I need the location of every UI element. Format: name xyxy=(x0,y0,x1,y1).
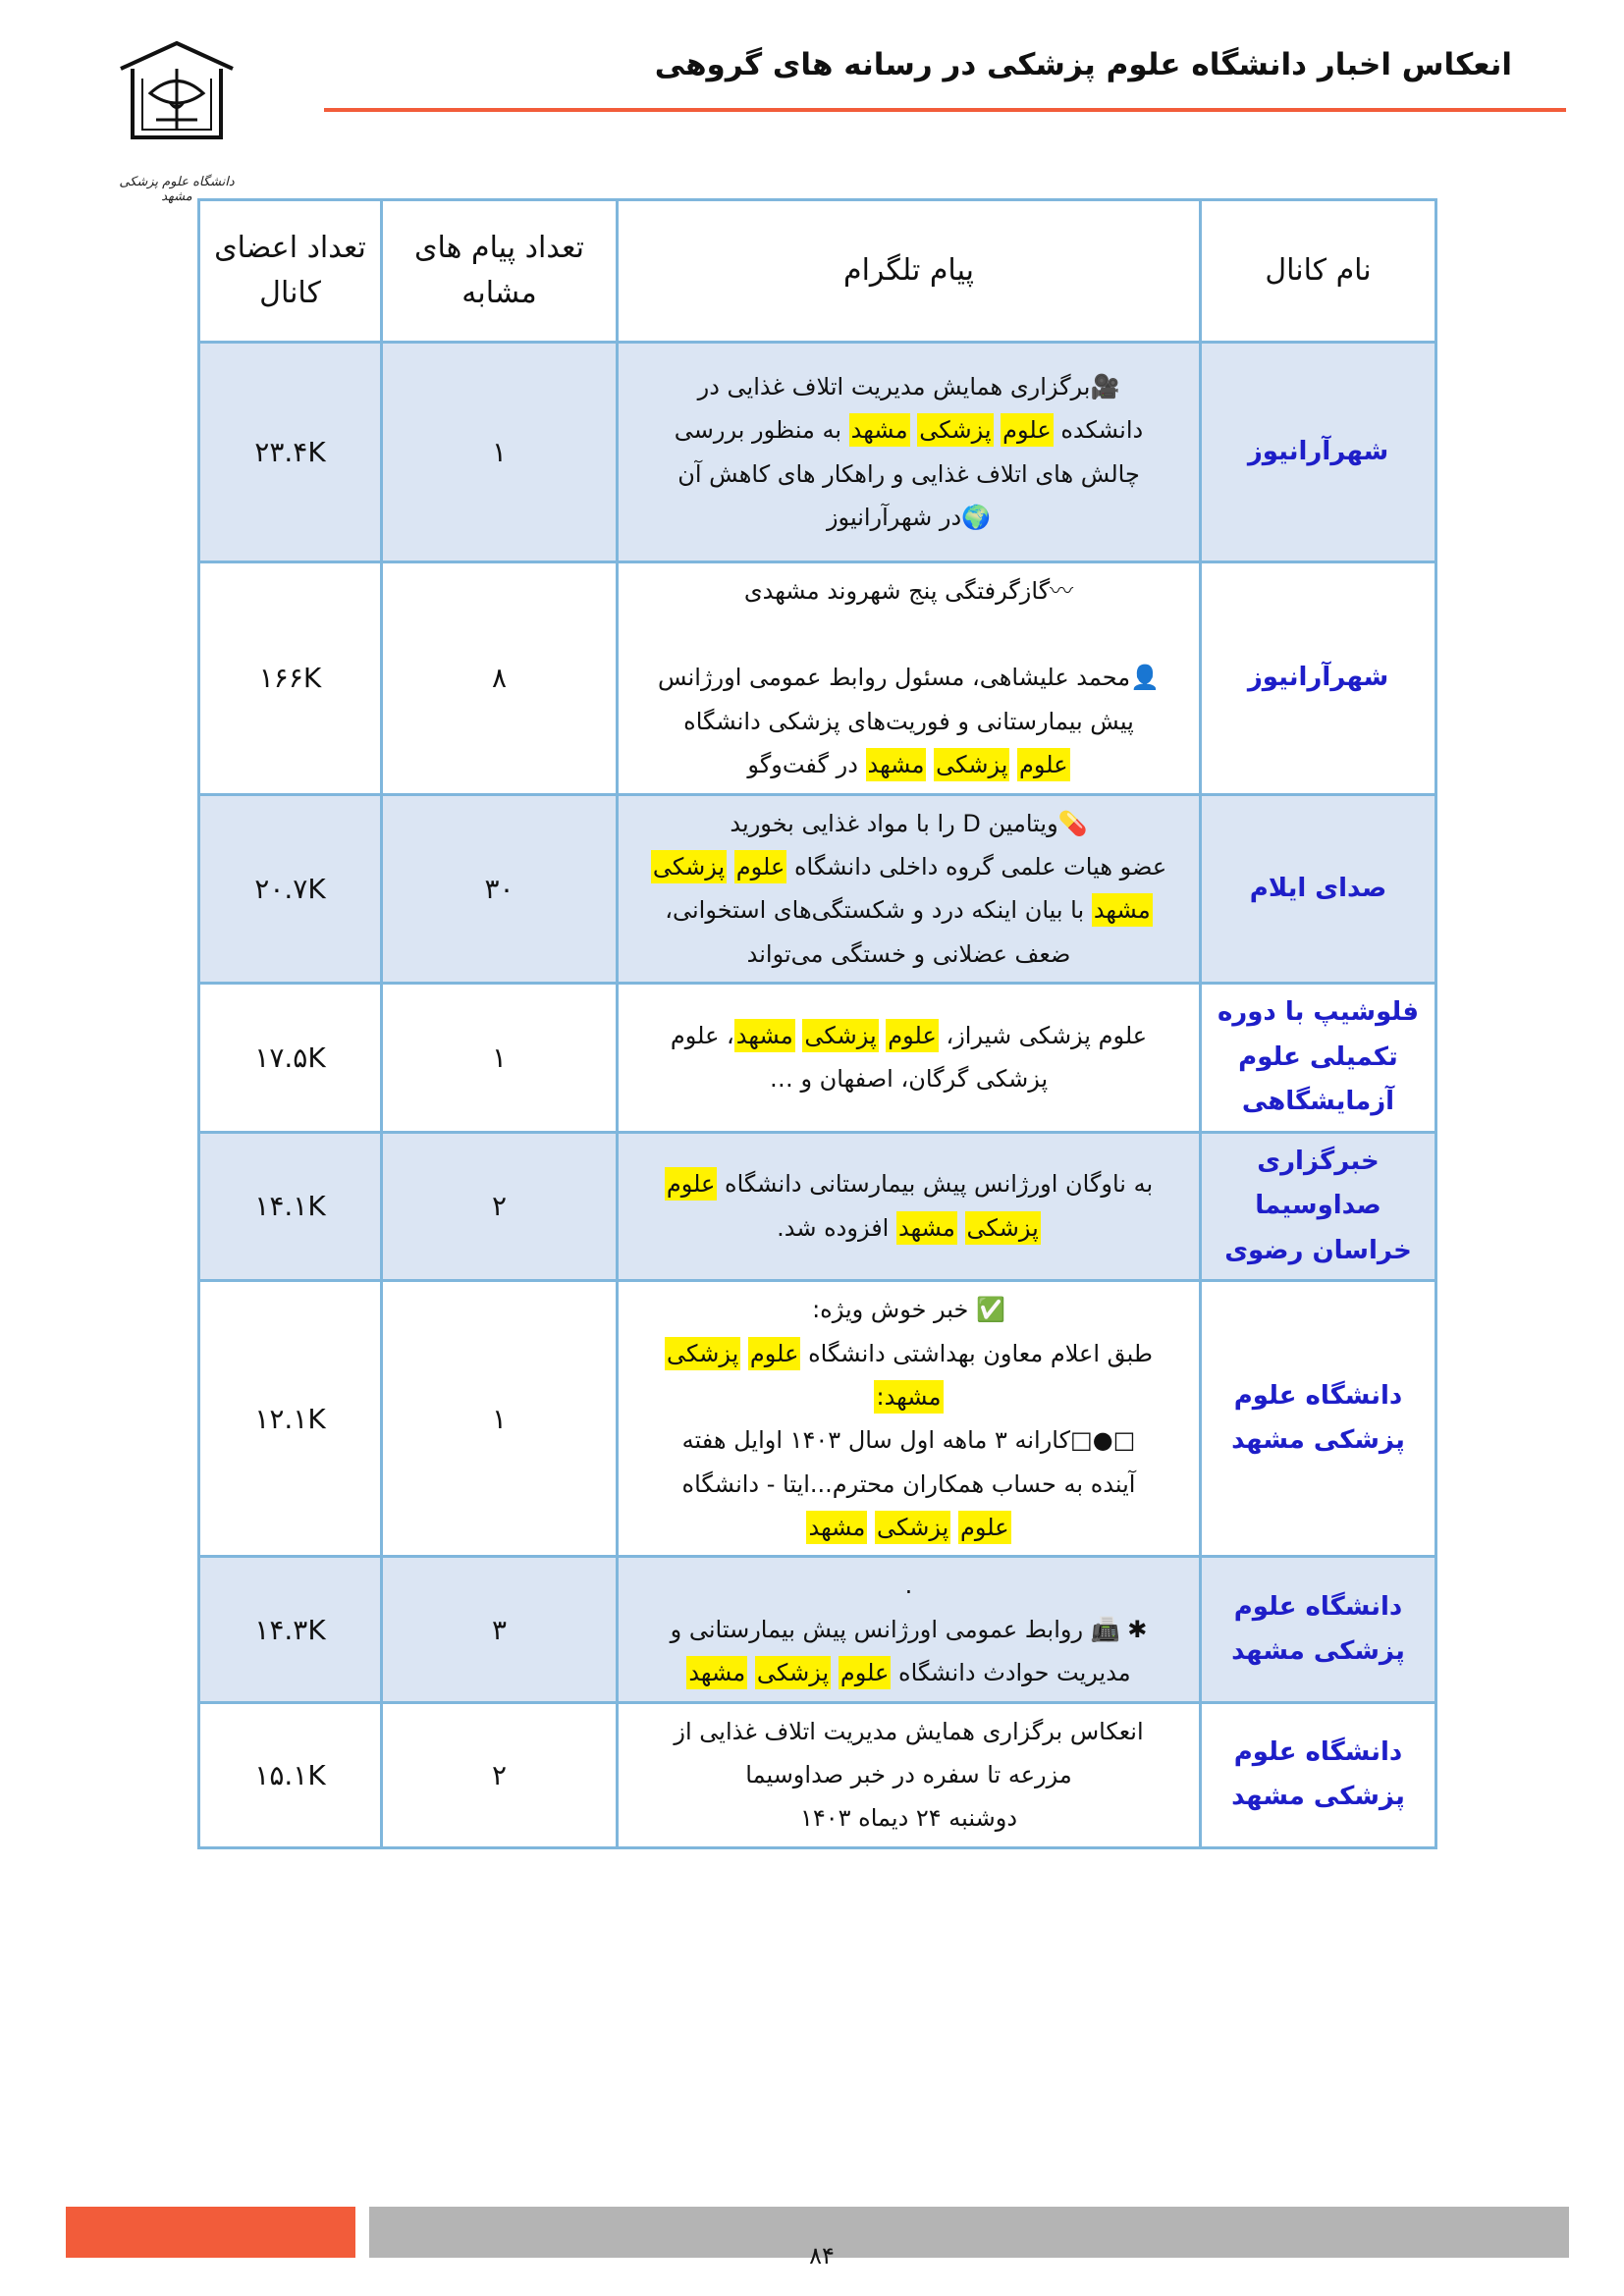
message-line xyxy=(630,1206,1187,1250)
highlighted-keyword: پزشکی xyxy=(665,1337,740,1370)
telegram-message xyxy=(618,343,1201,562)
message-text: 〰گازگرفتگی پنج شهروند مشهدی xyxy=(743,577,1074,605)
column-header-message: پیام تلگرام xyxy=(618,200,1201,343)
highlighted-keyword: پزشکی xyxy=(651,850,727,883)
highlighted-keyword: پزشکی xyxy=(934,748,1009,781)
member-count: ۱۴.۱K xyxy=(199,1132,382,1281)
similar-count: ۱ xyxy=(382,1281,618,1557)
telegram-message xyxy=(618,562,1201,795)
message-line xyxy=(630,700,1187,743)
similar-count: ۳۰ xyxy=(382,794,618,984)
message-text: 💊ویتامین D را با مواد غذایی بخورید xyxy=(730,809,1088,837)
message-text: 🌍در شهرآرانیوز xyxy=(826,503,992,531)
message-text: دوشنبه ۲۴ دیماه ۱۴۰۳ xyxy=(799,1804,1018,1833)
highlighted-keyword: پزشکی xyxy=(755,1656,831,1689)
message-line xyxy=(630,1506,1187,1549)
message-text xyxy=(747,1659,755,1686)
message-text: با بیان اینکه درد و شکستگی‌های استخوانی، xyxy=(665,896,1092,925)
similar-count: ۲ xyxy=(382,1132,618,1281)
footer-accent-bar xyxy=(66,2207,355,2258)
message-line xyxy=(630,1796,1187,1840)
similar-count: ۱ xyxy=(382,984,618,1133)
highlighted-keyword: مشهد xyxy=(686,1656,747,1689)
column-header-channel: نام کانال xyxy=(1201,200,1436,343)
message-text xyxy=(727,853,734,881)
message-text xyxy=(994,416,1001,444)
telegram-message xyxy=(618,984,1201,1133)
table-row xyxy=(199,1557,1436,1702)
highlighted-keyword: علوم xyxy=(748,1337,801,1370)
message-text: پیش بیمارستانی و فوریت‌های پزشکی دانشگاه xyxy=(683,707,1134,735)
blank-line xyxy=(630,613,1187,656)
university-logo xyxy=(113,39,241,204)
telegram-message xyxy=(618,1132,1201,1281)
highlighted-keyword: مشهد: xyxy=(874,1380,943,1414)
message-text: مزرعه تا سفره در خبر صداوسیما xyxy=(745,1761,1072,1789)
highlighted-keyword: مشهد xyxy=(866,748,927,781)
highlighted-keyword: علوم xyxy=(1017,748,1070,781)
message-text: ✱ 📠 روابط عمومی اورژانس پیش بیمارستانی و xyxy=(670,1615,1148,1643)
highlighted-keyword: پزشکی xyxy=(917,413,993,447)
message-text xyxy=(950,1514,958,1541)
similar-count: ۳ xyxy=(382,1557,618,1702)
message-line xyxy=(630,1162,1187,1205)
highlighted-keyword: پزشکی xyxy=(875,1511,950,1544)
message-text xyxy=(740,1340,748,1367)
message-line xyxy=(630,1057,1187,1100)
message-line xyxy=(630,1753,1187,1796)
message-line xyxy=(630,933,1187,976)
message-line xyxy=(630,1332,1187,1375)
message-text: دانشکده xyxy=(1053,416,1144,445)
highlighted-keyword: مشهد xyxy=(849,413,910,447)
message-line xyxy=(630,569,1187,613)
channel-name: صدای ایلام xyxy=(1201,794,1436,984)
message-text: پزشکی گرگان، اصفهان و … xyxy=(769,1065,1049,1094)
message-text xyxy=(831,1659,839,1686)
table-row xyxy=(199,1281,1436,1557)
channel-name: دانشگاه علوم پزشکی مشهد xyxy=(1201,1281,1436,1557)
member-count: ۱۴.۳K xyxy=(199,1557,382,1702)
news-table xyxy=(197,198,1437,1849)
message-text: در گفت‌وگو xyxy=(747,751,866,779)
message-line xyxy=(630,743,1187,786)
message-line xyxy=(630,408,1187,452)
message-text xyxy=(1009,751,1017,778)
message-line xyxy=(630,496,1187,539)
highlighted-keyword: علوم xyxy=(1001,413,1054,447)
message-text: به ناوگان اورژانس پیش بیمارستانی دانشگاه xyxy=(717,1170,1154,1199)
message-text: ✅ خبر خوش ویژه: xyxy=(812,1296,1005,1324)
table-row xyxy=(199,984,1436,1133)
table-header-row xyxy=(199,200,1436,343)
message-line xyxy=(630,1463,1187,1506)
highlighted-keyword: مشهد xyxy=(734,1019,795,1052)
table-row xyxy=(199,1132,1436,1281)
highlighted-keyword: پزشکی xyxy=(965,1211,1041,1245)
telegram-message xyxy=(618,1702,1201,1847)
column-header-members: تعداد اعضای کانال xyxy=(199,200,382,343)
message-line xyxy=(630,1651,1187,1694)
page-number: ۸۴ xyxy=(809,2242,835,2269)
member-count: ۲۰.۷K xyxy=(199,794,382,984)
member-count: ۱۷.۵K xyxy=(199,984,382,1133)
channel-name: فلوشیپ با دوره تکمیلی علوم آزمایشگاهی xyxy=(1201,984,1436,1133)
message-line xyxy=(630,888,1187,932)
highlighted-keyword: علوم xyxy=(734,850,787,883)
message-text: □●□کارانه ۳ ماهه اول سال ۱۴۰۳ اوایل هفته xyxy=(681,1426,1136,1455)
message-text: ضعف عضلانی و خستگی می‌تواند xyxy=(746,939,1071,968)
message-text xyxy=(926,751,934,778)
member-count: ۲۳.۴K xyxy=(199,343,382,562)
header-divider xyxy=(324,108,1566,112)
message-line xyxy=(630,1288,1187,1331)
telegram-message xyxy=(618,1281,1201,1557)
channel-name: دانشگاه علوم پزشکی مشهد xyxy=(1201,1702,1436,1847)
channel-name: شهرآرانیوز xyxy=(1201,562,1436,795)
message-line xyxy=(630,1014,1187,1057)
footer-bar xyxy=(369,2207,1569,2258)
logo-caption: دانشگاه علوم پزشکی مشهد xyxy=(119,175,235,204)
message-line xyxy=(630,1608,1187,1651)
member-count: ۱۶۶K xyxy=(199,562,382,795)
message-text: مدیریت حوادث دانشگاه xyxy=(891,1659,1131,1687)
table-row xyxy=(199,562,1436,795)
message-text: . xyxy=(904,1572,913,1600)
telegram-message xyxy=(618,794,1201,984)
message-text: 👤محمد علیشاهی، مسئول روابط عمومی اورژانس xyxy=(658,664,1160,692)
channel-name: خبرگزاری صداوسیما خراسان رضوی xyxy=(1201,1132,1436,1281)
highlighted-keyword: مشهد xyxy=(1092,893,1153,927)
message-line xyxy=(630,1418,1187,1462)
message-line xyxy=(630,1564,1187,1607)
highlighted-keyword: مشهد xyxy=(806,1511,867,1544)
member-count: ۱۲.۱K xyxy=(199,1281,382,1557)
member-count: ۱۵.۱K xyxy=(199,1702,382,1847)
similar-count: ۸ xyxy=(382,562,618,795)
message-text: 🎥برگزاری همایش مدیریت اتلاف غذایی در xyxy=(697,372,1120,400)
message-text xyxy=(867,1514,875,1541)
message-text: عضو هیات علمی گروه داخلی دانشگاه xyxy=(786,852,1167,881)
page-title: انعکاس اخبار دانشگاه علوم پزشکی در رسانه های گروهی xyxy=(654,47,1512,82)
message-text xyxy=(957,1214,965,1242)
message-text: انعکاس برگزاری همایش مدیریت اتلاف غذایی از xyxy=(674,1717,1144,1745)
highlighted-keyword: مشهد xyxy=(896,1211,957,1245)
message-text: چالش های اتلاف غذایی و راهکار های کاهش آن xyxy=(677,459,1140,488)
message-line xyxy=(630,802,1187,845)
telegram-message xyxy=(618,1557,1201,1702)
table-row xyxy=(199,343,1436,562)
message-line xyxy=(630,1375,1187,1418)
message-text: آینده به حساب همکاران محترم...ایتا - دانشگاه xyxy=(681,1469,1136,1498)
highlighted-keyword: علوم xyxy=(958,1511,1011,1544)
message-line xyxy=(630,1710,1187,1753)
channel-name: شهرآرانیوز xyxy=(1201,343,1436,562)
message-line xyxy=(630,845,1187,888)
similar-count: ۲ xyxy=(382,1702,618,1847)
highlighted-keyword: علوم xyxy=(886,1019,939,1052)
message-text: طبق اعلام معاون بهداشتی دانشگاه xyxy=(800,1339,1154,1367)
message-text: افزوده شد. xyxy=(777,1213,896,1242)
university-logo-icon xyxy=(113,39,241,147)
message-text: به منظور بررسی xyxy=(674,416,849,445)
message-text: علوم پزشکی شیراز، xyxy=(938,1021,1148,1049)
similar-count: ۱ xyxy=(382,343,618,562)
message-line xyxy=(630,365,1187,408)
table-row xyxy=(199,794,1436,984)
table-row xyxy=(199,1702,1436,1847)
column-header-similar: تعداد پیام های مشابه xyxy=(382,200,618,343)
highlighted-keyword: علوم xyxy=(665,1167,718,1201)
message-line xyxy=(630,656,1187,699)
highlighted-keyword: علوم xyxy=(839,1656,892,1689)
highlighted-keyword: پزشکی xyxy=(802,1019,878,1052)
message-line xyxy=(630,453,1187,496)
message-text: ، علوم xyxy=(670,1021,734,1049)
channel-name: دانشگاه علوم پزشکی مشهد xyxy=(1201,1557,1436,1702)
